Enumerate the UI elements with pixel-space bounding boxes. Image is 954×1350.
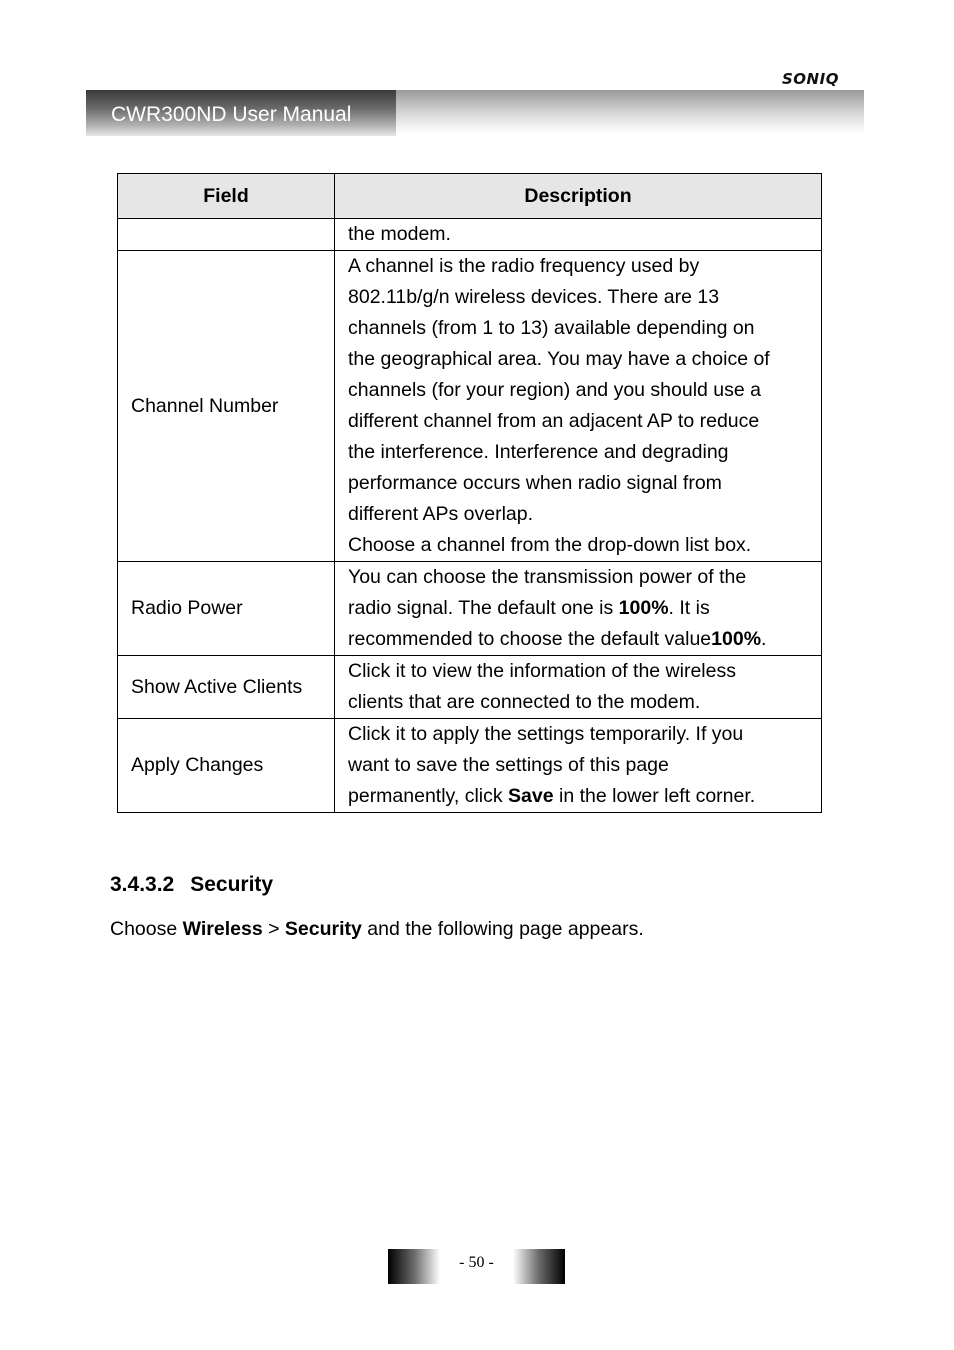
footer-gradient-right (513, 1249, 565, 1284)
desc-line: the interference. Interference and degrading (348, 441, 729, 463)
menu-path-security: Security (284, 918, 362, 940)
desc-line: clients that are connected to the modem. (348, 691, 701, 713)
table-row (118, 562, 822, 656)
table-row (118, 656, 822, 719)
desc-line: different channel from an adjacent AP to reduce (348, 410, 760, 432)
desc-line: the modem. (348, 223, 451, 245)
desc-line: the geographical area. You may have a choice of (348, 348, 770, 370)
column-header-field: Field (118, 174, 335, 219)
section-number: 3.4.3.2 (110, 873, 175, 896)
description-cell (335, 251, 822, 562)
desc-line: channels (for your region) and you should use a (348, 379, 762, 401)
desc-text: . It is (668, 597, 710, 619)
desc-line: You can choose the transmission power of the (348, 566, 747, 588)
desc-text: . (761, 628, 767, 650)
field-cell (118, 219, 335, 251)
desc-line: Click it to view the information of the wireless (348, 660, 736, 682)
desc-bold-value: 100% (618, 597, 669, 619)
column-header-description: Description (335, 174, 822, 219)
menu-path-wireless: Wireless (182, 918, 263, 940)
description-cell (335, 562, 822, 656)
manual-title: CWR300ND User Manual (111, 103, 352, 126)
paragraph-text: and the following page appears. (361, 918, 644, 940)
desc-line: Choose a channel from the drop-down list box. (348, 534, 752, 556)
desc-text: in the lower left corner. (553, 785, 756, 807)
field-cell: Radio Power (118, 562, 335, 656)
footer-gradient-left (388, 1249, 440, 1284)
desc-line: want to save the settings of this page (348, 754, 669, 776)
field-description-table (117, 173, 822, 813)
field-cell: Apply Changes (118, 719, 335, 813)
section-paragraph (110, 918, 644, 941)
desc-bold-value: 100% (711, 628, 762, 650)
field-cell: Show Active Clients (118, 656, 335, 719)
desc-text: recommended to choose the default value (348, 628, 712, 650)
page-number: - 50 - (459, 1254, 494, 1271)
table-row (118, 219, 822, 251)
section-heading (110, 873, 273, 897)
desc-line: performance occurs when radio signal from (348, 472, 722, 494)
description-cell (335, 219, 822, 251)
description-cell (335, 656, 822, 719)
field-cell: Channel Number (118, 251, 335, 562)
desc-bold-value: Save (508, 785, 554, 807)
brand-logo: SONIQ (782, 70, 839, 88)
table-header-row (118, 174, 822, 219)
paragraph-text: > (262, 918, 285, 940)
desc-text: radio signal. The default one is (348, 597, 619, 619)
desc-line: different APs overlap. (348, 503, 534, 525)
desc-line: channels (from 1 to 13) available depending on (348, 317, 755, 339)
desc-line: 802.11b/g/n wireless devices. There are 13 (348, 286, 720, 308)
desc-text: permanently, click (348, 785, 509, 807)
paragraph-text: Choose (110, 918, 183, 940)
desc-line: A channel is the radio frequency used by (348, 255, 700, 277)
section-title: Security (190, 873, 274, 896)
table-row (118, 251, 822, 562)
description-cell (335, 719, 822, 813)
table-row (118, 719, 822, 813)
desc-line: Click it to apply the settings temporarily. If you (348, 723, 744, 745)
